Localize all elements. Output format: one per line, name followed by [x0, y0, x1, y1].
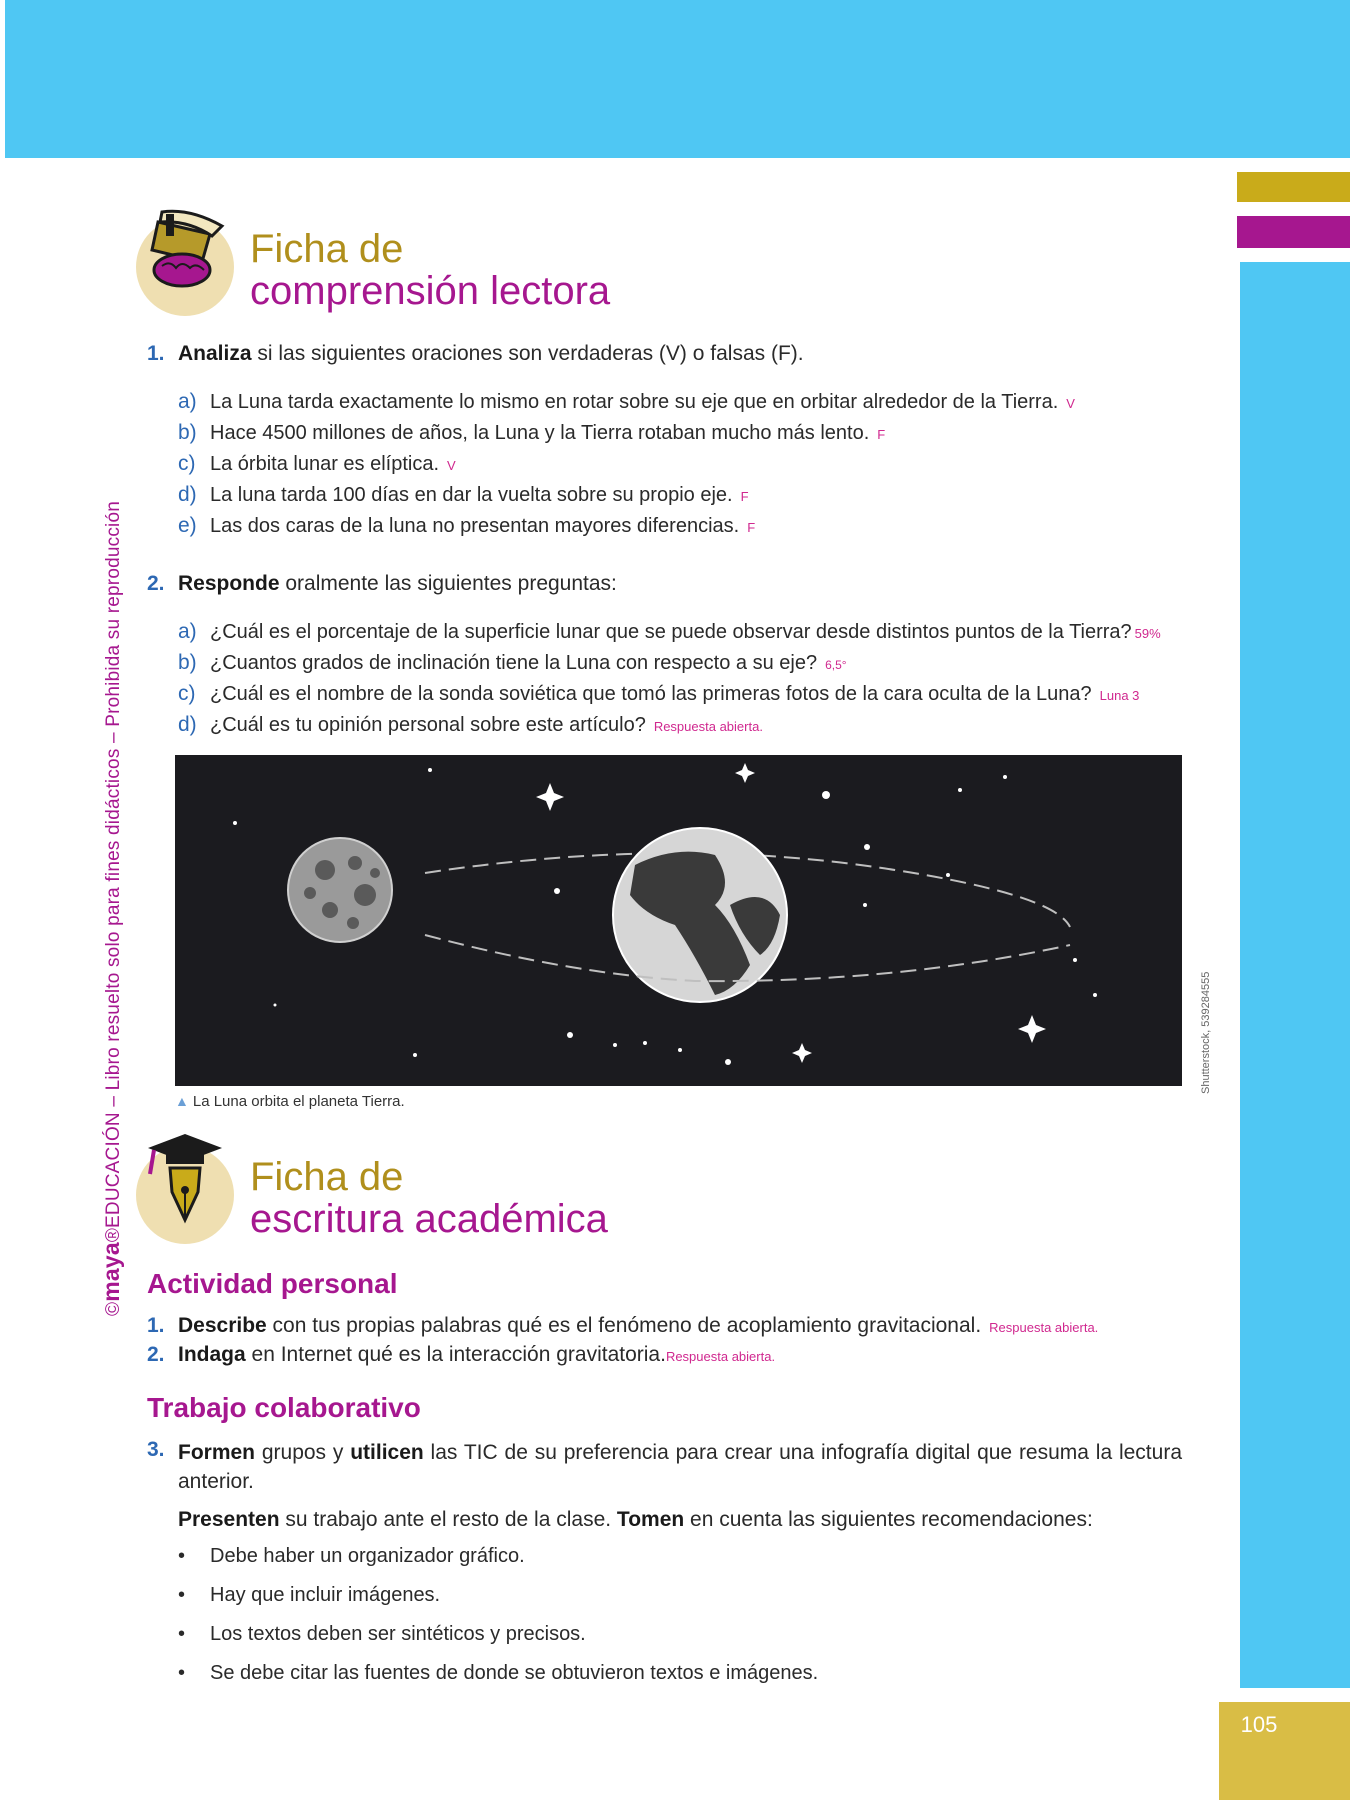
bullet-item: • Los textos deben ser sintéticos y precisos. [178, 1623, 586, 1645]
side-copyright-text: EDUCACIÓN – Libro resuelto solo para fines didácticos – Prohibida su reproducción [103, 501, 124, 1228]
purple-tab [1237, 216, 1350, 248]
answer-mark: V [1066, 396, 1075, 411]
q1-item: c) La órbita lunar es elíptica. V [178, 452, 456, 475]
caption-triangle-icon: ▲ [175, 1093, 189, 1109]
answer-mark: Respuesta abierta. [989, 1320, 1099, 1335]
gold-tab [1237, 172, 1350, 202]
q2-item: b) ¿Cuantos grados de inclinación tiene la Luna con respecto a su eje? 6,5° [178, 651, 847, 674]
q1-item: e) Las dos caras de la luna no presentan mayores diferencias. F [178, 514, 756, 537]
moon-icon [288, 838, 392, 942]
act-item: Indaga en Internet qué es la interacción gravitatoria.Respuesta abierta. [178, 1343, 776, 1366]
answer-mark: Respuesta abierta. [653, 719, 763, 734]
moon-earth-illustration [175, 755, 1182, 1086]
ficha2-title-line1: Ficha de [250, 1155, 404, 1199]
bullet-item: • Debe haber un organizador gráfico. [178, 1545, 525, 1567]
right-sidebar [1240, 262, 1350, 1688]
q2-number: 2. [147, 572, 165, 595]
q2-item: a) ¿Cuál es el porcentaje de la superficie lunar que se puede observar desde distintos puntos de la Tierra? 59% [178, 620, 1161, 643]
answer-mark: F [877, 427, 886, 442]
book-brain-icon [140, 204, 230, 294]
section-heading-trabajo: Trabajo colaborativo [147, 1392, 421, 1423]
present-instructions: Presenten su trabajo ante el resto de la clase. Tomen en cuenta las siguientes recomendaciones: [178, 1508, 1093, 1531]
answer-mark: F [747, 520, 756, 535]
q2-prompt: Responde oralmente las siguientes preguntas: [178, 572, 617, 595]
side-copyright: ©maya®EDUCACIÓN – Libro resuelto solo para fines didácticos – Prohibida su reproducción [98, 501, 124, 1316]
q1-item: d) La luna tarda 100 días en dar la vuelta sobre su propio eje. F [178, 483, 749, 506]
answer-mark: Luna 3 [1099, 688, 1140, 703]
q1-prompt: Analiza si las siguientes oraciones son verdaderas (V) o falsas (F). [178, 342, 804, 365]
act-item-number: 2. [147, 1343, 165, 1366]
top-banner-edge [0, 0, 5, 158]
ficha1-title-line1: Ficha de [250, 227, 404, 271]
act-item: Describe con tus propias palabras qué es el fenómeno de acoplamiento gravitacional. Respuesta abierta. [178, 1314, 1099, 1337]
q1-number: 1. [147, 342, 165, 365]
q1-item: a) La Luna tarda exactamente lo mismo en rotar sobre su eje que en orbitar alrededor de la Tierra. V [178, 390, 1075, 413]
section-heading-actividad: Actividad personal [147, 1268, 398, 1299]
image-caption: ▲ La Luna orbita el planeta Tierra. [175, 1093, 405, 1110]
top-banner [0, 0, 1350, 158]
bullet-item: • Hay que incluir imágenes. [178, 1584, 441, 1606]
answer-mark: Respuesta abierta. [665, 1349, 776, 1364]
bullet-item: • Se debe citar las fuentes de donde se obtuvieron textos e imágenes. [178, 1662, 819, 1684]
brand-logo: maya [98, 1242, 124, 1302]
answer-mark: F [740, 489, 749, 504]
q2-item: c) ¿Cuál es el nombre de la sonda soviética que tomó las primeras fotos de la cara oculta de la Luna? Luna 3 [178, 682, 1140, 705]
answer-mark: 59% [1134, 626, 1161, 641]
q1-item: b) Hace 4500 millones de años, la Luna y la Tierra rotaban mucho más lento. F [178, 421, 886, 444]
orbit-drawing [175, 755, 1182, 1086]
answer-mark: V [447, 458, 456, 473]
image-credit: Shutterstock, 539284555 [1200, 971, 1212, 1094]
q2-item: d) ¿Cuál es tu opinión personal sobre este artículo? Respuesta abierta. [178, 713, 763, 736]
answer-mark: 6,5° [825, 658, 847, 672]
graduation-pen-icon [140, 1130, 230, 1230]
ficha1-title-line2: comprensión lectora [250, 269, 611, 313]
q3-number: 3. [147, 1438, 165, 1461]
ficha2-title-line2: escritura académica [250, 1197, 608, 1241]
q3-prompt: Formen grupos y utilicen las TIC de su preferencia para crear una infografía digital que resuma la lectura anterior. [178, 1441, 1182, 1493]
page-number: 105 [1240, 1712, 1278, 1737]
act-item-number: 1. [147, 1314, 165, 1337]
